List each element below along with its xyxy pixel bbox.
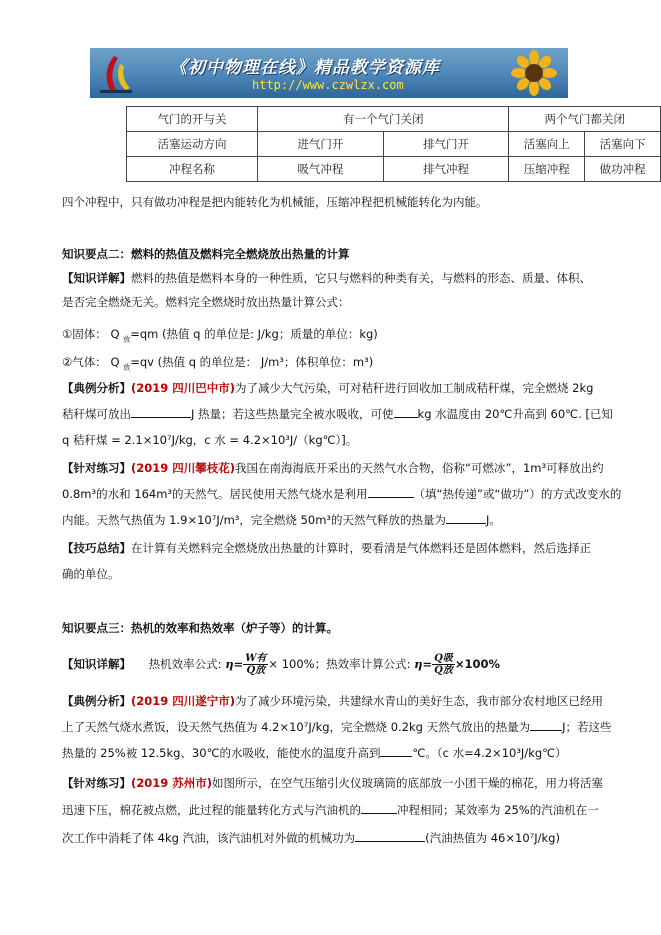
text: 为了减少大气污染，可对秸秆进行回收加工制成秸秆煤，完全燃烧 2kg [235, 381, 594, 395]
header-banner [90, 48, 568, 98]
text: J；若这些 [562, 720, 612, 734]
text: × 100%；热效率计算公式: [268, 657, 415, 671]
text: ℃。（c 水=4.2×10³J/kg℃） [412, 746, 567, 760]
stroke-table [126, 106, 661, 182]
subscript: 放 [123, 363, 131, 372]
text: 上了天然气烧水煮饭，设天然气热值为 4.2×10⁷J/kg，完全燃烧 0.2kg 天然气放出的热量为 [62, 720, 531, 734]
paragraph [62, 380, 593, 396]
table-cell: 活塞运动方向 [127, 132, 258, 157]
text: 热机效率公式: [148, 657, 226, 671]
answer-blank [394, 406, 418, 418]
subscript: 放 [123, 335, 131, 344]
text: 迅速下压，棉花被点燃，此过程的能量转化方式与汽油机的 [62, 803, 361, 817]
tag-label: 【技巧总结】 [62, 541, 131, 555]
site-logo-icon [96, 52, 136, 94]
table-row [127, 132, 661, 157]
answer-blank [380, 745, 412, 757]
fraction [243, 653, 268, 676]
paragraph [62, 745, 567, 761]
source-label: (2019 四川遂宁市) [131, 694, 236, 708]
text: 在计算有关燃料完全燃烧放出热量的计算时，要看清是气体燃料还是固体燃料，然后选择正 [131, 541, 591, 555]
text: 我国在南海海底开采出的天然气水合物，俗称“可燃冰”，1m³可释放出约 [235, 461, 604, 475]
paragraph [62, 719, 612, 735]
table-cell: 气门的开与关 [127, 107, 258, 132]
paragraph [62, 802, 599, 818]
paragraph [62, 512, 501, 528]
paragraph: 是否完全燃烧无关。燃料完全燃烧时放出热量计算公式： [62, 295, 350, 309]
text: J。 [486, 513, 501, 527]
paragraph [62, 270, 591, 286]
formula-line [62, 354, 373, 375]
text: 次工作中消耗了体 4kg 汽油，该汽油机对外做的机械功为 [62, 831, 356, 845]
table-cell: 活塞向下 [585, 132, 661, 157]
answer-blank [355, 830, 425, 842]
text: ①固体： Q [62, 327, 124, 341]
text: 为了减少环境污染，共建绿水青山的美好生态，我市部分农村地区已经用 [235, 694, 604, 708]
paragraph [62, 775, 603, 791]
table-cell: 压缩冲程 [509, 157, 585, 182]
text: kg 水温度由 20℃升高到 60℃. [已知 [417, 407, 613, 421]
answer-blank [446, 512, 486, 524]
table-cell: 冲程名称 [127, 157, 258, 182]
answer-blank [368, 486, 414, 498]
text: ×100% [454, 657, 501, 671]
banner-title: 《初中物理在线》精品教学资源库 [170, 58, 440, 78]
table-cell: 活塞向上 [509, 132, 585, 157]
table-row [127, 107, 661, 132]
paragraph: 四个冲程中，只有做功冲程是把内能转化为机械能，压缩冲程把机械能转化为内能。 [62, 195, 488, 209]
table-cell: 进气门开 [258, 132, 384, 157]
formula-line [62, 651, 500, 677]
table-cell: 两个气门都关闭 [509, 107, 661, 132]
tag-label: 【针对练习】 [62, 776, 131, 790]
text: 0.8m³的水和 164m³的天然气。居民使用天然气烧水是利用 [62, 487, 368, 501]
formula-line [62, 326, 378, 347]
text: J 热量；若这些热量完全被水吸收，可使 [191, 407, 394, 421]
text: 秸秆煤可放出 [62, 407, 131, 421]
paragraph: 确的单位。 [62, 567, 120, 581]
tag-label: 【典例分析】 [62, 381, 131, 395]
section-heading: 知识要点三：热机的效率和热效率（炉子等）的计算。 [62, 621, 338, 635]
source-label: (2019 四川巴中市) [131, 381, 236, 395]
eta-symbol: η= [414, 657, 433, 671]
text: ②气体： Q [62, 355, 124, 369]
denominator: Q放 [246, 665, 266, 676]
banner-url: http://www.czwlzx.com [252, 78, 404, 92]
text: =qm (热值 q 的单位是: J/kg；质量的单位：kg) [130, 327, 378, 341]
answer-blank [361, 802, 397, 814]
text: 如图所示，在空气压缩引火仪玻璃筒的底部放一小团干燥的棉花，用力将活塞 [212, 776, 604, 790]
text: 燃料的热值是燃料本身的一种性质，它只与燃料的种类有关，与燃料的形态、质量、体积、 [131, 271, 591, 285]
paragraph [62, 406, 613, 422]
text: 热量的 25%被 12.5kg、30℃的水吸收，能使水的温度升高到 [62, 746, 381, 760]
text: （填“热传递”或“做功”）的方式改变水的 [413, 487, 622, 501]
table-cell: 排气门开 [383, 132, 509, 157]
answer-blank [530, 719, 562, 731]
paragraph [62, 460, 604, 476]
text: (汽油热值为 46×10⁷J/kg) [425, 831, 560, 845]
eta-symbol: η= [225, 657, 244, 671]
numerator: W有 [245, 653, 267, 664]
tag-label: 【知识详解】 [62, 657, 131, 671]
table-cell: 吸气冲程 [258, 157, 384, 182]
text: 内能。天然气热值为 1.9×10⁷J/m³，完全燃烧 50m³的天然气释放的热量为 [62, 513, 447, 527]
source-label: (2019 四川攀枝花) [131, 461, 236, 475]
table-cell: 排气冲程 [383, 157, 509, 182]
tag-label: 【知识详解】 [62, 271, 131, 285]
denominator: Q放 [434, 665, 453, 676]
fraction [432, 653, 455, 676]
section-heading: 知识要点二：燃料的热值及燃料完全燃烧放出热量的计算 [62, 247, 350, 261]
paragraph: q 秸秆煤 = 2.1×10⁷J/kg，c 水 = 4.2×10³J/（kg℃）]。 [62, 433, 358, 447]
table-cell: 做功冲程 [585, 157, 661, 182]
answer-blank [131, 406, 191, 418]
paragraph [62, 540, 591, 556]
sunflower-icon [504, 50, 564, 96]
paragraph [62, 693, 603, 709]
paragraph [62, 830, 560, 846]
tag-label: 【针对练习】 [62, 461, 131, 475]
table-cell: 有一个气门关闭 [258, 107, 509, 132]
source-label: (2019 苏州市) [131, 776, 213, 790]
tag-label: 【典例分析】 [62, 694, 131, 708]
text: =qv (热值 q 的单位是： J/m³；体积单位：m³) [130, 355, 374, 369]
paragraph [62, 486, 621, 502]
numerator: Q吸 [434, 653, 453, 664]
table-row [127, 157, 661, 182]
text: 冲程相同；某效率为 25%的汽油机在一 [397, 803, 599, 817]
